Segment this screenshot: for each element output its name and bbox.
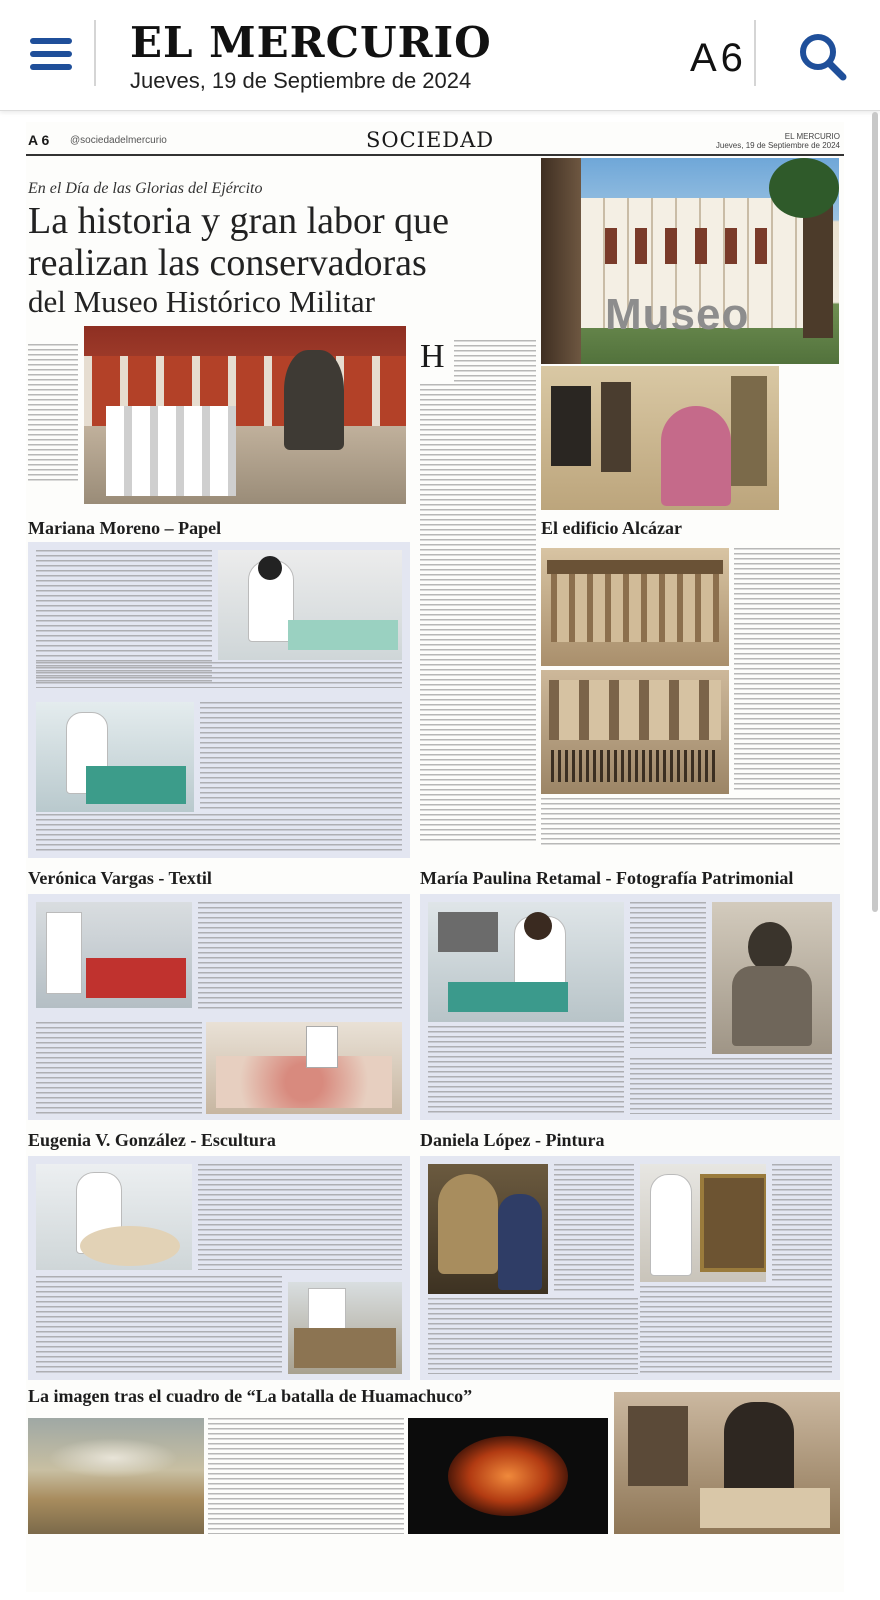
museum-sign: Museo [605, 290, 750, 339]
dropcap-letter: H [420, 338, 445, 375]
fotografia-portrait-photo [712, 902, 832, 1054]
textil-photo-2 [206, 1022, 402, 1114]
fotografia-text [630, 902, 706, 1048]
pintura-text [554, 1164, 634, 1294]
papel-photo-2 [36, 702, 194, 812]
papel-text [36, 814, 402, 852]
textil-text [36, 1022, 202, 1114]
section-title: SOCIEDAD [366, 128, 495, 152]
textil-photo-1 [36, 902, 192, 1008]
pintura-text [640, 1286, 832, 1374]
app-header [0, 0, 880, 111]
article-headline: La historia y gran labor que realizan las conservadoras [28, 200, 450, 284]
section-heading-textil: Verónica Vargas - Textil [28, 868, 212, 888]
escultura-photo-2 [288, 1282, 402, 1374]
article-kicker: En el Día de las Glorias del Ejército [28, 180, 263, 197]
pintura-text [428, 1298, 638, 1374]
alcazar-historic-photo-2 [541, 670, 729, 794]
section-heading-pintura: Daniela López - Pintura [420, 1130, 605, 1150]
search-button[interactable] [796, 30, 850, 84]
article-body-column [454, 340, 536, 382]
hamburger-menu-icon [30, 38, 72, 44]
alcazar-historic-photo-1 [541, 548, 729, 666]
divider [754, 20, 756, 86]
article-body-column [420, 384, 536, 844]
masthead-mini: EL MERCURIO Jueves, 19 de Septiembre de 2024 [715, 132, 840, 150]
brand-logo[interactable]: EL MERCURIO [130, 18, 492, 67]
edificio-text [541, 798, 840, 846]
uniforms-conservation-photo [541, 366, 779, 510]
page-header [26, 128, 844, 156]
papel-text [36, 662, 402, 688]
textil-text [198, 902, 402, 1010]
pintura-text [772, 1164, 832, 1282]
cuadro-text [208, 1418, 404, 1534]
article-subhead: del Museo Histórico Militar [28, 284, 375, 319]
xray-painting-photo [408, 1418, 608, 1534]
edition-date: Jueves, 19 de Septiembre de 2024 [130, 68, 472, 93]
section-heading-escultura: Eugenia V. González - Escultura [28, 1130, 276, 1150]
edificio-text [734, 548, 840, 792]
section-heading-edificio: El edificio Alcázar [541, 518, 682, 538]
archive-photo [614, 1392, 840, 1534]
papel-photo-1 [218, 550, 402, 660]
page-number: A 6 [28, 132, 50, 148]
menu-button[interactable] [22, 26, 78, 82]
section-heading-papel: Mariana Moreno – Papel [28, 518, 222, 538]
section-heading-fotografia: María Paulina Retamal - Fotografía Patrimonial [420, 868, 794, 888]
fotografia-photo-1 [428, 902, 624, 1022]
divider [94, 20, 96, 86]
fotografia-text [428, 1026, 624, 1114]
pintura-photo-2 [640, 1164, 766, 1282]
scrollbar[interactable] [872, 112, 878, 912]
fotografia-text [630, 1058, 832, 1114]
newspaper-page[interactable] [26, 122, 844, 1592]
pintura-photo-1 [428, 1164, 548, 1294]
social-handle: @sociedadelmercurio [70, 135, 167, 146]
museum-facade-photo [541, 158, 839, 364]
photo-caption-text [28, 344, 78, 484]
huamachuco-painting-photo [28, 1418, 204, 1534]
section-heading-cuadro: La imagen tras el cuadro de “La batalla de Huamachuco” [28, 1386, 473, 1406]
search-icon [796, 30, 850, 84]
page-code[interactable]: A6 [690, 36, 747, 80]
escultura-text [198, 1164, 402, 1270]
conservators-group-photo [84, 326, 406, 504]
escultura-photo-1 [36, 1164, 192, 1270]
papel-text [200, 702, 402, 810]
escultura-text [36, 1276, 282, 1374]
